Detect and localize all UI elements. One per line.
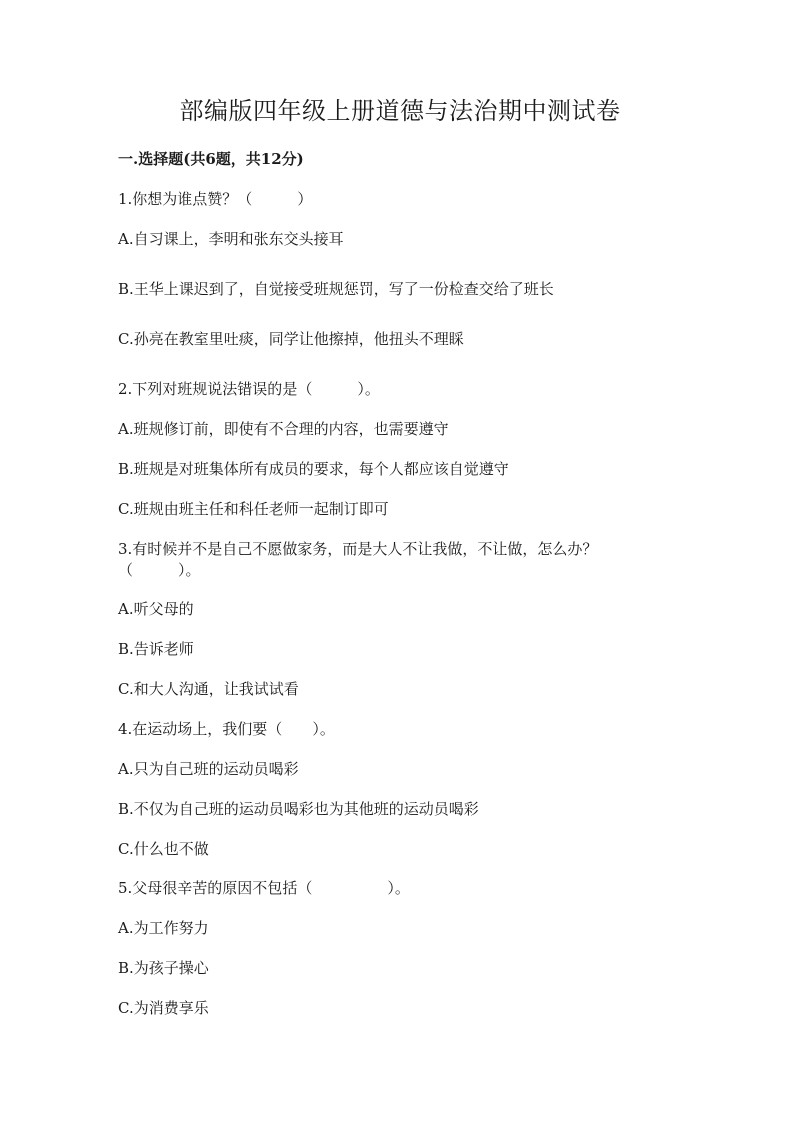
page-title: 部编版四年级上册道德与法治期中测试卷: [179, 97, 621, 125]
question-2-option-a: A.班规修订前，即使有不合理的内容，也需要遵守: [118, 420, 449, 438]
question-2-option-b: B.班规是对班集体所有成员的要求，每个人都应该自觉遵守: [118, 460, 509, 478]
question-2-stem: 2.下列对班规说法错误的是（ ）。: [118, 380, 380, 398]
question-3-stem: 3.有时候并不是自己不愿做家务，而是大人不让我做，不让做，怎么办？: [118, 540, 598, 558]
question-5-option-a: A.为工作努力: [118, 919, 209, 937]
question-2-option-c: C.班规由班主任和科任老师一起制订即可: [118, 500, 389, 518]
question-4-stem: 4.在运动场上，我们要（ ）。: [118, 720, 335, 738]
section-heading: 一.选择题(共6题，共12分): [118, 150, 304, 168]
question-4-option-b: B.不仅为自己班的运动员喝彩也为其他班的运动员喝彩: [118, 800, 479, 818]
question-3-stem-continued: （ ）。: [118, 561, 201, 579]
question-4-option-a: A.只为自己班的运动员喝彩: [118, 760, 299, 778]
question-1-option-b: B.王华上课迟到了，自觉接受班规惩罚，写了一份检查交给了班长: [118, 280, 554, 298]
question-3-option-a: A.听父母的: [118, 600, 194, 618]
question-1-option-c: C.孙亮在教室里吐痰，同学让他擦掉，他扭头不理睬: [118, 330, 464, 348]
question-3-option-c: C.和大人沟通，让我试试看: [118, 680, 299, 698]
question-5-option-c: C.为消费享乐: [118, 999, 209, 1017]
question-3-option-b: B.告诉老师: [118, 640, 194, 658]
question-4-option-c: C.什么也不做: [118, 840, 209, 858]
question-5-option-b: B.为孩子操心: [118, 959, 209, 977]
question-1-option-a: A.自习课上，李明和张东交头接耳: [118, 230, 344, 248]
question-5-stem: 5.父母很辛苦的原因不包括（ ）。: [118, 879, 410, 897]
question-1-stem: 1.你想为谁点赞？（ ）: [118, 190, 313, 208]
